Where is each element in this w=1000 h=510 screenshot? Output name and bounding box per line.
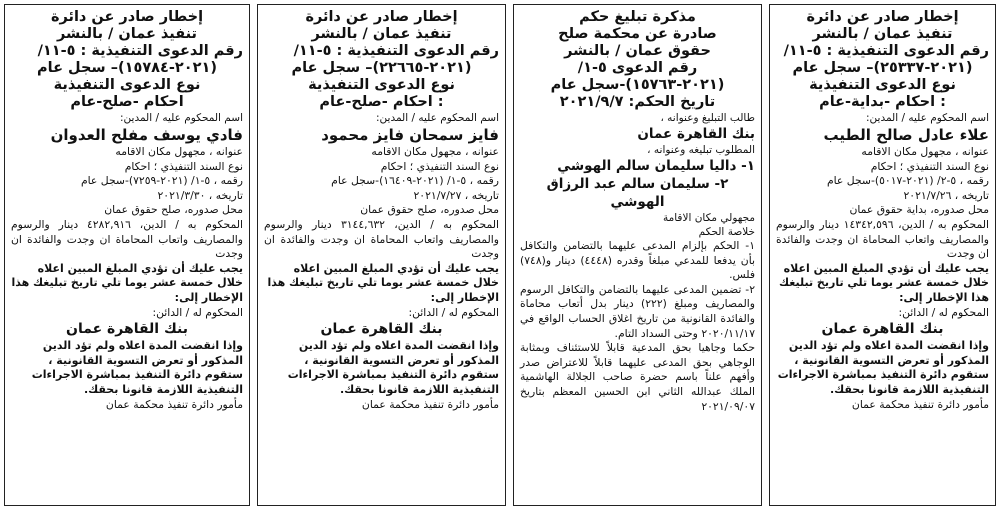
summary-label: خلاصة الحكم (698, 226, 755, 238)
amount: المحكوم به / الدين، ٤٢٨٢,٩١٦ دينار والرسوم والمصاريف واتعاب المحاماة ان وجدت والفائدة ان وجدت (11, 217, 243, 261)
demand-text: يجب عليك أن تؤدي المبلغ المبين اعلاه خلال خمسة عشر يوما تلي تاريخ تبليغك هذا الإخطار إلى: (779, 261, 989, 304)
case-type-line: نوع الدعوى التنفيذية (53, 77, 201, 93)
doc-number: رقمه ، ٥-١/ (٢٠٢١-٧٢٥٩)-سجل عام (80, 174, 243, 188)
requested-label: المطلوب تبليغه وعنوانه ، (647, 144, 755, 156)
issuer: محل صدوره، صلح حقوق عمان (360, 203, 499, 217)
header-line: مذكرة تبليغ حكم (579, 9, 696, 25)
header-line: حقوق عمان / بالنشر (564, 43, 711, 59)
header-line: إخطار صادر عن دائرة (305, 9, 458, 25)
case-number-line: (٢٠٢١-١٥٧٦٣)-سجل عام (550, 77, 725, 93)
amount: المحكوم به / الدين، ١٤٣٤٢,٥٩٦ دينار والرسوم والمصاريف واتعاب المحاماة ان وجدت والفائدة ان وجدت (776, 217, 989, 261)
doc-type: نوع السند التنفيذي ؛ احكام (380, 159, 499, 173)
case-number-line: رقم الدعوى التنفيذية : ٥-١١/ (37, 43, 243, 59)
case-type-line: نوع الدعوى التنفيذية (308, 77, 455, 93)
header-line: إخطار صادر عن دائرة (806, 9, 959, 25)
judgment-item-2: ٢- تضمين المدعى عليهما بالتضامن والتكافل الرسوم والمصاريف ومبلغ (٢٢٢) دينار بدل أتعاب محاماة والفائدة القانونية من تاريخ اغلاق الحساب الواقع في ٢٠٢٠/١١/١٧ وحتى السداد التام. (520, 282, 755, 340)
case-number-line: (٢٠٢١-٢٥٣٣٧)– سجل عام (792, 60, 973, 76)
demand-text: يجب عليك أن تؤدي المبلغ المبين اعلاه خلال خمسة عشر يوما تلي تاريخ تبليغك هذا الإخطار إلى: (267, 261, 499, 304)
judgment-closing: حكما وجاهيا بحق المدعية قابلاً للاستئناف وبمثابة الوجاهي بحق المدعى عليهما قابلاً للاعتراض صدر وأفهم علناً باسم حضرة صاحب الجلالة الهاشمية الملك عبدالله الثاني ابن الحسين المعظم بتاريخ ٢٠٢١/٠٩/٠٧ (520, 341, 755, 413)
defendant-1: ١- داليا سليمان سالم الهوشي (557, 158, 755, 174)
judgment-header (520, 9, 755, 111)
case-type-line: نوع الدعوى التنفيذية (809, 77, 956, 93)
judgment-column (513, 4, 762, 506)
creditor-name: بنك القاهرة عمان (821, 321, 944, 338)
creditor-label: المحكوم له / الدائن: (408, 305, 499, 319)
defendant-2: ٢- سليمان سالم عبد الرزاق الهوشي (546, 176, 729, 210)
case-number-line: (٢٠٢١-١٥٧٨٤)– سجل عام (37, 60, 217, 76)
defendant-label: اسم المحكوم عليه / المدين: (376, 112, 499, 124)
defendant-label: اسم المحكوم عليه / المدين: (866, 112, 989, 124)
doc-date: تاريخه ، ٢٠٢١/٣/٣٠ (157, 188, 243, 202)
signature: مأمور دائرة تنفيذ محكمة عمان (105, 397, 243, 411)
doc-date: تاريخه ، ٢٠٢١/٧/٢٧ (413, 188, 499, 202)
notice-column-1 (769, 4, 996, 506)
case-number-line: رقم الدعوى التنفيذية : ٥-١١/ (783, 43, 989, 59)
case-number-line: رقم الدعوى ٥-١/ (577, 60, 698, 76)
defendant-label: اسم المحكوم عليه / المدين: (120, 112, 243, 124)
judgment-date: تاريخ الحكم: ٢٠٢١/٩/٧ (559, 94, 716, 110)
issuer: محل صدوره، صلح حقوق عمان (104, 203, 243, 217)
residence: مجهولي مكان الاقامة (662, 212, 755, 224)
amount: المحكوم به / الدين، ٣١٤٤,٦٣٢ دينار والرسوم والمصاريف واتعاب المحاماة ان وجدت والفائدة ان وجدت (264, 217, 499, 261)
doc-number: رقمه ، ٥-١/ (٢٠٢١-١٦٤٠٩)-سجل عام (331, 174, 499, 188)
demand-text: يجب عليك أن تؤدي المبلغ المبين اعلاه خلال خمسة عشر يوما تلي تاريخ تبليغك هذا الإخطار إلى: (11, 261, 243, 304)
header-line: تنفيذ عمان / بالنشر (812, 26, 953, 42)
header-line: تنفيذ عمان / بالنشر (56, 26, 197, 42)
doc-date: تاريخه ، ٢٠٢١/٧/٢٦ (903, 188, 989, 202)
signature: مأمور دائرة تنفيذ محكمة عمان (361, 397, 499, 411)
case-type-line: احكام -صلح-عام (70, 94, 184, 110)
doc-type: نوع السند التنفيذي ؛ احكام (124, 159, 243, 173)
case-number-line: رقم الدعوى التنفيذية : ٥-١١/ (293, 43, 499, 59)
address: عنوانه ، مجهول مكان الاقامه (371, 145, 499, 158)
doc-number: رقمه ، ٥-٢/ (٢٠٢١-٥٠١٧)-سجل عام (826, 174, 989, 188)
closing-text: وإذا انقضت المدة اعلاه ولم تؤد الدين المذكور أو تعرض التسوية القانونية ، ستقوم دائرة التنفيذ بمباشرة الاجراءات التنفيذية اللازمة قانونا بحقك. (287, 339, 499, 396)
header-line: تنفيذ عمان / بالنشر (311, 26, 452, 42)
header-line: صادرة عن محكمة صلح (558, 26, 717, 42)
defendant-name: علاء عادل صالح الطيب (823, 126, 989, 144)
creditor-name: بنك القاهرة عمان (66, 321, 188, 338)
case-type-line: : احكام -صلح-عام (319, 94, 444, 110)
address: عنوانه ، مجهول مكان الاقامه (115, 145, 243, 158)
header-line: إخطار صادر عن دائرة (50, 9, 204, 25)
notice-header (776, 9, 989, 111)
notice-column-3 (4, 4, 250, 506)
requester-name: بنك القاهرة عمان (637, 126, 755, 142)
case-type-line: : احكام -بداية-عام (819, 94, 946, 110)
creditor-label: المحكوم له / الدائن: (152, 305, 243, 319)
address: عنوانه ، مجهول مكان الاقامه (861, 145, 989, 158)
defendant-name: فايز سمحان فايز محمود (321, 126, 499, 144)
issuer: محل صدوره، بداية حقوق عمان (849, 203, 989, 217)
closing-text: وإذا انقضت المدة اعلاه ولم تؤد الدين المذكور أو تعرض التسوية القانونية ، ستقوم دائرة التنفيذ بمباشرة الاجراءات التنفيذية اللازمة قانونا بحقك. (31, 339, 243, 396)
requester-label: طالب التبليغ وعنوانه ، (660, 112, 755, 124)
judgment-item-1: ١- الحكم بإلزام المدعى عليهما بالتضامن والتكافل بأن يدفعا للمدعي مبلغاً وقدره (٤٤٤٨) دينار و(٧٤٨) فلس. (520, 239, 756, 282)
closing-text: وإذا انقضت المدة اعلاه ولم تؤد الدين المذكور أو تعرض التسوية القانونية ، ستقوم دائرة التنفيذ بمباشرة الاجراءات التنفيذية اللازمة قانونا بحقك. (777, 339, 989, 396)
creditor-name: بنك القاهرة عمان (320, 321, 443, 338)
defendant-name: فادي يوسف مفلح العدوان (50, 126, 243, 144)
doc-type: نوع السند التنفيذي ؛ احكام (870, 159, 989, 173)
notice-column-2 (257, 4, 506, 506)
case-number-line: (٢٠٢١-٢٢٦٦٥)– سجل عام (291, 60, 472, 76)
creditor-label: المحكوم له / الدائن: (898, 305, 989, 319)
signature: مأمور دائرة تنفيذ محكمة عمان (851, 397, 989, 411)
notice-header (11, 9, 243, 111)
notice-header (264, 9, 499, 111)
